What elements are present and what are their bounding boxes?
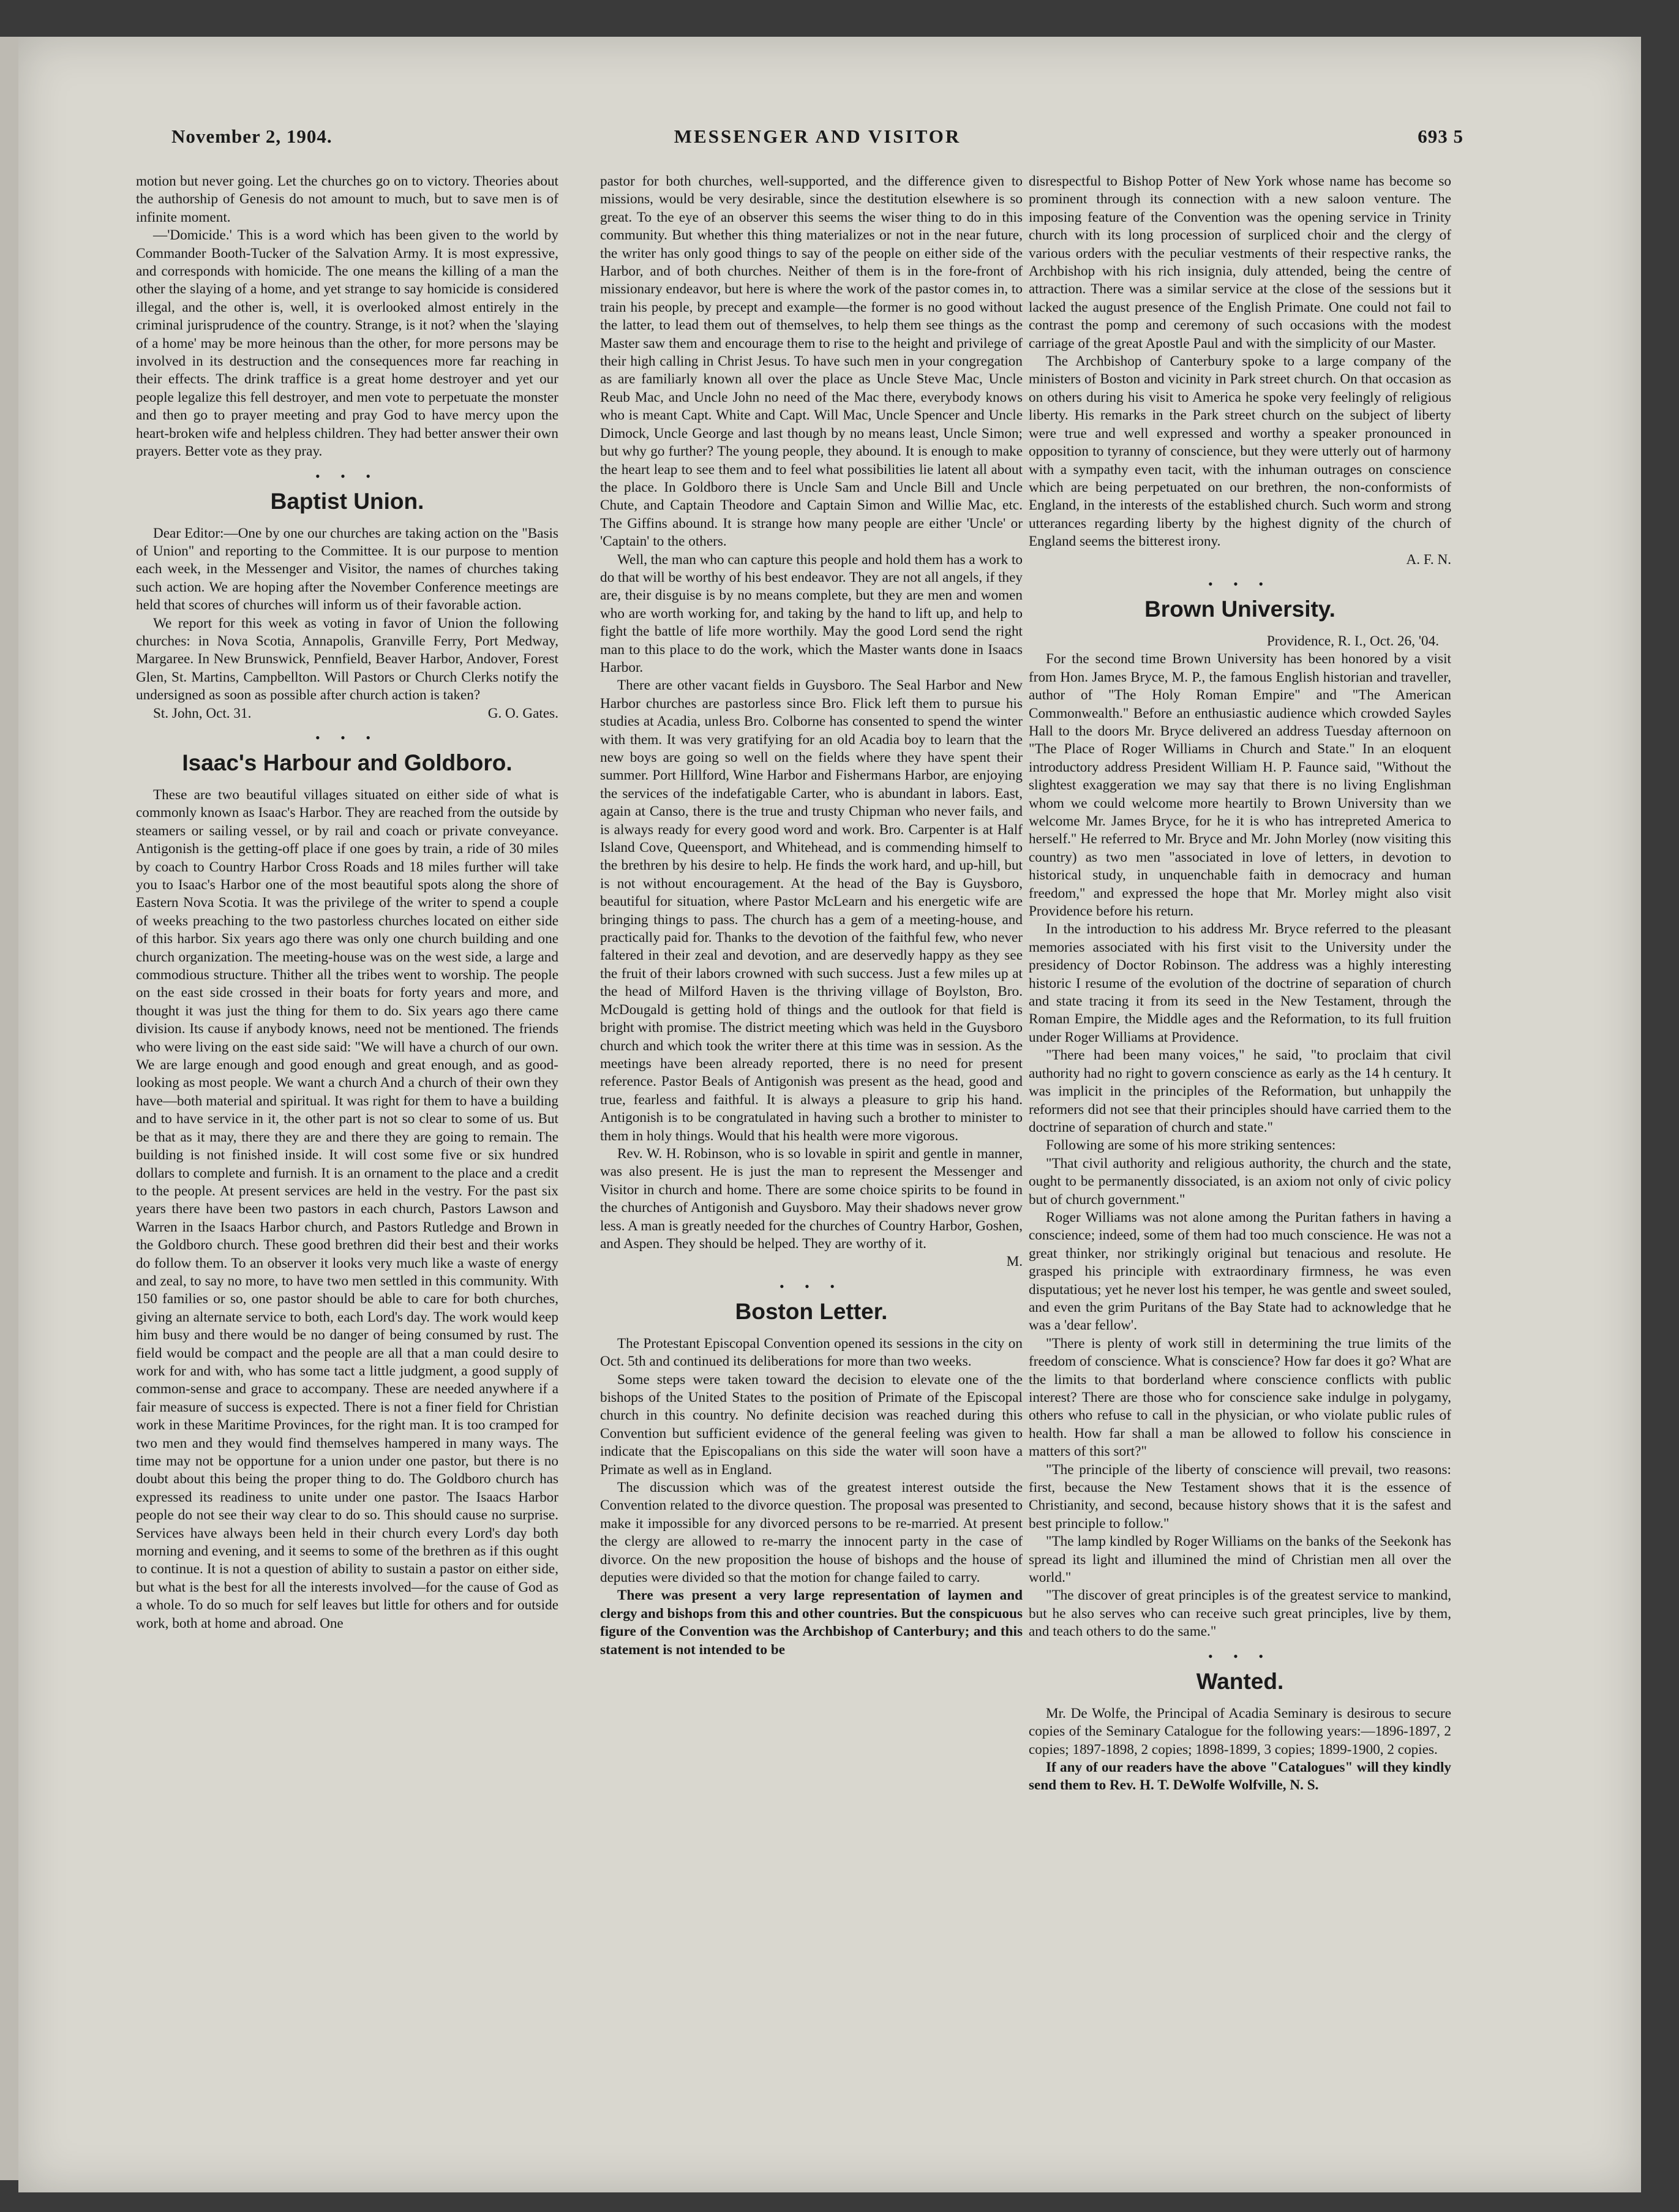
masthead: MESSENGER AND VISITOR [674,126,961,147]
section-divider: • • • [1208,576,1272,592]
article-heading-boston-letter: Boston Letter. [735,1298,888,1324]
paragraph: There was present a very large representation of laymen and clergy and bishops from this and other countries. But the conspicuous figure of the Convention was the Archbishop of Canterbury; and this statement is not intended to be [600,1587,1023,1658]
section-divider: • • • [779,1278,844,1294]
column-3 [1029,173,1451,2169]
signature-name: M. [1006,1254,1023,1270]
paragraph: Dear Editor:—One by one our churches are taking action on the "Basis of Union" and reporting to the Committee. It is our purpose to mention each week, in the Messenger and Visitor, the names of churches taking such action. We are hoping after the November Conference meetings are held that scores of churches will inform us of their favorable action. [136,525,558,614]
signature-name: G. O. Gates. [487,705,558,721]
section-divider: • • • [315,468,380,484]
paragraph: Mr. De Wolfe, the Principal of Acadia Seminary is desirous to secure copies of the Seminary Catalogue for the following years:—1896-1897, 2 copies; 1897-1898, 2 copies; 1898-1899, 3 copies; 1899-1900, 2 copies. [1029,1705,1451,1758]
paragraph: motion but never going. Let the churches go on to victory. Theories about the authorship of Genesis do not amount to much, but to save men is of infinite moment. [136,173,558,225]
paragraph: "The lamp kindled by Roger Williams on the banks of the Seekonk has spread its light and illumined the mind of Christian men all over the world." [1029,1533,1451,1586]
paragraph: There are other vacant fields in Guysboro. The Seal Harbor and New Harbor churches are pastorless since Bro. Flick left them to pursue his studies at Acadia, unless Bro. Colborne has consented to spend the winter with them. It was very gratifying for an old Acadia boy to learn that the new boys are going so well on the fields where they have spent their summer. Port Hillford, Wine Harbor and Fishermans Harbor, are enjoying the services of the indefatigable Carter, who is abundant in labors. East, again at Canso, there is the true and trusty Chipman who never fails, and is always ready for every good word and work. Bro. Carpenter is at Half Island Cove, Queensport, and Whitehead, and is commending himself to the brethren by his desire to help. He finds the work hard, and up-hill, but is not without encouragement. At the head of the Bay is Guysboro, beautiful for situation, where Pastor McLearn and his energetic wife are bringing things to pass. The church has a gem of a meeting-house, and practically paid for. Thanks to the devotion of the faithful few, who never faltered in their zeal and devotion, and are deservedly happy as they see the fruit of their labors crowned with such success. Just a few miles up at the head of Milford Haven is the thriving village of Boylston, Bro. McDougald is getting hold of things and the outlook for that field is bright with promise. The district meeting which was held in the Guysboro church and which took the writer there at this time was in session. As the meetings have been already reported, there is no need for present reference. Pastor Beals of Antigonish was present as the head, good and true, fearless and faithful. It is always a pleasure to grip his hand. Antigonish is to be congratulated in having such a brother to minister to them in holy things. Would that his health were more vigorous. [600,677,1023,1144]
page-header [171,126,1463,156]
paragraph: The Protestant Episcopal Convention opened its sessions in the city on Oct. 5th and continued its deliberations for more than two weeks. [600,1335,1023,1370]
paragraph: These are two beautiful villages situated on either side of what is commonly known as Isaac's Harbor. They are reached from the outside by steamers or sailing vessel, or by rail and coach or private conveyance. Antigonish is the getting-off place if one goes by train, a ride of 30 miles by coach to Country Harbor Cross Roads and 18 miles further will take you to Isaac's Harbor one of the most beautiful spots along the shore of Eastern Nova Scotia. It was the privilege of the writer to spend a couple of weeks preaching to the two pastorless churches located on either side of this harbor. Six years ago there was only one church building and one church organization. The meeting-house was on the west side, a large and commodious structure. Thither all the tribes went to worship. The people on the east side crossed in their boats for forty years and more, and thought it was just the thing for them to do. Six years ago there came division. Its cause if anybody knows, need not be mentioned. The friends who were living on the east side said: "We will have a church of our own. We are large enough and good enough and great enough, and as good-looking as most people. We want a church And a church of their own they have—both material and spiritual. It was right for them to have a building and to have service in it, the other part is not so clear to some of us. But be that as it may, there they are and there they are going to remain. The building is not finished inside. It will cost some five or six hundred dollars to complete and furnish. It is an ornament to the place and a credit to the people. At present services are held in the vestry. For the past six years there have been two pastors in each church, Pastors Lawson and Warren in the Isaacs Harbor church, and Pastors Rutledge and Brown in the Goldboro church. These good brethren did their best and their works do follow them. To an observer it looks very much like a waste of energy and zeal, to say no more, to have two men settled in this community. With 150 families or so, one pastor should be able to care for both churches, giving an alternate service to both, each Lord's day. The work would keep him busy and there would be no danger of being consumed by rust. The field would be compact and the people are all that a man could desire to work for and with, who has some tact a little judgment, a good supply of common-sense and grace to accompany. These are needed anywhere if a fair measure of success is expected. There is not a finer field for Christian work in these Maritime Provinces, for the right man. It is too cramped for two men and they would find themselves hampered in many ways. The time may not be opportune for a union under one pastor, but there is no doubt about this being the proper thing to do. The Goldboro church has expressed its readiness to unite under one pastor. The Isaacs Harbor people do not see their way clear to do so. This should cause no surprise. Services have always been held in their church every Lord's day both morning and evening, and it seems to some of the brethren as if this ought to continue. It is not a question of ability to sustain a pastor on either side, but what is the best for all the interests involved—for the cause of God as a whole. To do so much for self leaves but little for others and for outside work, both at home and abroad. One [136,786,558,1631]
paragraph: Roger Williams was not alone among the Puritan fathers in having a conscience; indeed, some of them had too much conscience. He was not a great thinker, nor strikingly original but tenacious and resolute. He grasped his principle with extraordinary firmness, he was even disputatious; yet he never lost his temper, he was gentle and sweet souled, and even the grim Puritans of the Bay State had to acknowledge that he was a 'dear fellow'. [1029,1209,1451,1334]
article-heading-baptist-union: Baptist Union. [270,488,424,514]
paragraph: If any of our readers have the above "Catalogues" will they kindly send them to Rev. H. T. DeWolfe Wolfville, N. S. [1029,1759,1451,1794]
paragraph: "There is plenty of work still in determining the true limits of the freedom of conscience. What is conscience? How far does it go? What are the limits to that borderland where conscience conflicts with public interest? There are those who for conscience sake indulge in polygamy, others who refuse to call in the physician, or who violate public rules of health. How far shall a man be allowed to follow his conscience in matters of this sort?" [1029,1335,1451,1460]
signature-line [136,705,558,723]
paragraph: For the second time Brown University has been honored by a visit from Hon. James Bryce, M. P., the famous English historian and traveller, author of "The Holy Roman Empire" and "The American Commonwealth." Before an enthusiastic audience which crowded Sayles Hall to the doors Mr. Bryce delivered an address Tuesday afternoon on "The Place of Roger Williams in Church and State." In an eloquent introductory address President William H. P. Faunce said, "Without the slightest exaggeration we may say that there is no living Englishman whom we could welcome more heartily to Brown University than we welcome Mr. James Bryce, for he it is who has intrepreted America to herself." He referred to Mr. Bryce and Mr. John Morley (now visiting this country) as two men "associated in love of letters, in devotion to historical study, in unquenchable faith in democracy and human freedom," and expressed the hope that Mr. Morley might also visit Providence before his return. [1029,651,1451,920]
paragraph: Well, the man who can capture this people and hold them has a work to do that will be worthy of his best endeavor. They are not all angels, if they are, their disguise is by no means complete, but they are men and women who are worth working for, and taking by the hand to lift up, and help to fight the battle of life more worthily. May the good Lord send the right man to this place to do the work, which the Master wants done in Isaacs Harbor. [600,551,1023,675]
paragraph: The Archbishop of Canterbury spoke to a large company of the ministers of Boston and vicinity in Park street church. On that occasion as on others during his visit to America he spoke very feelingly of religious liberty. His remarks in the Park street church on the subject of liberty were true and well expressed and worthy a speaker pronounced in opposition to tyranny of conscience, but they were utterly out of harmony with a sympathy even tacit, with the inhuman outrages on conscience which are being perpetuated on our brethren, the non-conformists of England, in the interests of the established church. Such worm and strong utterances regarding liberty by the highest dignity of the church of England seems the bitterest irony. [1029,353,1451,550]
dateline: Providence, R. I., Oct. 26, '04. [1266,633,1439,649]
paragraph: "That civil authority and religious authority, the church and the state, ought to be permanently dissociated, is an axiom not only of civic policy but of church government." [1029,1155,1451,1208]
column-1 [136,173,558,2169]
section-divider: • • • [1208,1648,1272,1664]
paragraph: Rev. W. H. Robinson, who is so lovable in spirit and gentle in manner, was also present. He is just the man to represent the Messenger and Visitor in church and home. There are some choice spirits to be found in the churches of Antigonish and Guysboro. May their shadows never grow less. A man is greatly needed for the churches of Country Harbor, Goshen, and Aspen. They should be helped. They are worthy of it. [600,1145,1023,1252]
signature-place: St. John, Oct. 31. [153,705,252,721]
paragraph: The discussion which was of the greatest interest outside the Convention related to the divorce question. The proposal was presented to make it impossible for any divorced persons to be re-married. At present the clergy are allowed to re-marry the innocent party in the case of divorce. On the new proposition the house of bishops and the house of deputies were divided so that the motion for change failed to carry. [600,1480,1023,1586]
column-2 [600,173,1023,2169]
paragraph: —'Domicide.' This is a word which has been given to the world by Commander Booth-Tucker of the Salvation Army. It is most expressive, and corresponds with homicide. The one means the killing of a man the other the slaying of a home, and yet strange to say homicide is considered illegal, and the other is, well, it is overlooked almost entirely in the criminal jurisprudence of the country. Strange, is it not? when the 'slaying of a home' may be more heinous than the other, for more persons may be involved in its destruction and the consequences more far reaching in their effects. The drink traffice is a great home destroyer and yet our people legalize this fell destroyer, and men vote to perpetuate the monster and then go to prayer meeting and pray God to have mercy upon the heart-broken wife and helpless children. They had better answer their own prayers. Better vote as they pray. [136,227,558,460]
paragraph: Following are some of his more striking sentences: [1046,1137,1336,1154]
paragraph: Some steps were taken toward the decision to elevate one of the bishops of the United States to the position of Primate of the Episcopal church in this country. No definite decision was reached during this Convention but sufficient evidence of the general feeling was given to indicate that the Episcopalians on this side the water will soon have a Primate as well as in England. [600,1371,1023,1478]
signature-name: A. F. N. [1406,551,1451,568]
section-divider: • • • [315,729,380,745]
paragraph: disrespectful to Bishop Potter of New York whose name has become so prominent through its connection with a new saloon venture. The imposing feature of the Convention was the opening service in Trinity church with its long procession of surpliced choir and the clergy of various orders with the peculiar vestments of their respective ranks, the Archbishop with his rich insignia, duly attended, being the centre of attraction. There was a similar service at the close of the sessions but it lacked the august presence of the English Primate. One could not fail to contrast the pomp and ceremony of such occasions with the modest carriage of the great Apostle Paul and with the simplicity of our Master. [1029,173,1451,352]
article-heading-isaacs-harbour: Isaac's Harbour and Goldboro. [182,750,513,775]
paragraph: "There had been many voices," he said, "to proclaim that civil authority had no right to govern conscience as early as the 14 h century. It was implicit in the principles of the Reformation, but unhappily the reformers did not see that their principles should have carried them to the doctrine of separation of church and state." [1029,1047,1451,1135]
paragraph: "The principle of the liberty of conscience will prevail, two reasons: first, because the New Testament shows that it is the essence of Christianity, and second, because history shows that it is the safest and best principle to follow." [1029,1461,1451,1532]
article-heading-brown-university: Brown University. [1144,596,1335,622]
page-number: 693 5 [1418,126,1463,147]
paragraph: "The discover of great principles is of the greatest service to mankind, but he also serves who can receive such great principles, live by them, and teach others to do the same." [1029,1587,1451,1640]
paragraph: In the introduction to his address Mr. Bryce referred to the pleasant memories associated with his first visit to the University under the presidency of Doctor Robinson. The address was a highly interesting historic I resume of the evolution of the doctrine of separation of church and state tracing it from its seed in the New Testament, through the Roman Empire, the Middle ages and the Reformation, to its full fruition under Roger Williams at Providence. [1029,921,1451,1045]
paragraph: pastor for both churches, well-supported, and the difference given to missions, would be very desirable, since the destitution elsewhere is so great. To the eye of an observer this seems the wiser thing to do in this community. But whether this thing materializes or not in the near future, the writer has only good things to say of the people on either side of the Harbor, and of both churches. Neither of them is in the fore-front of missionary endeavor, but here is where the work of the pastor comes in, to train his people, by precept and example—the former is no good without the latter, to lead them out of themselves, to help them see things as the Master saw them and encourage them to rise to the height and privilege of their high calling in Christ Jesus. To have such men in your congregation as are familiarly known all over the place as Uncle Steve Mac, Uncle Reub Mac, and Uncle John no need of the Mac there, everybody knows who is meant Capt. White and Capt. Will Mac, Uncle Spencer and Uncle Dimock, Uncle George and last though by no means least, Uncle Simon; but why go further? The young people, they abound. It is enough to make the heart leap to see them and to feel what possibilities lie latent all about the place. In Goldboro there is Uncle Sam and Uncle Bill and Uncle Chute, and Captain Theodore and Captain Simon and Willie Mac, etc. The Giffins abound. It is strange how many people are either 'Uncle' or 'Captain' to the others. [600,173,1023,550]
issue-date: November 2, 1904. [171,126,332,147]
article-heading-wanted: Wanted. [1196,1668,1284,1694]
paragraph: We report for this week as voting in favor of Union the following churches: in Nova Scotia, Annapolis, Granville Ferry, Port Medway, Margaree. In New Brunswick, Pennfield, Beaver Harbor, Andover, Forest Glen, St. Martins, Campbellton. Will Pastors or Church Clerks notify the undersigned as soon as possible after church action is taken? [136,615,558,704]
